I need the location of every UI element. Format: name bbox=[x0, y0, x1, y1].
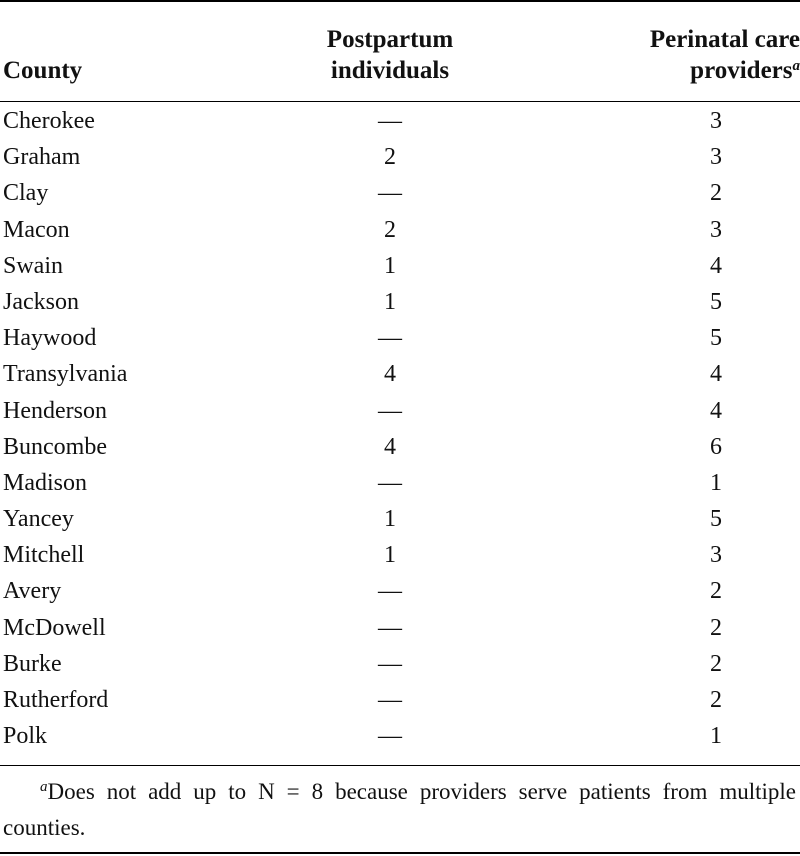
postpartum-cell: 4 bbox=[384, 433, 396, 460]
postpartum-cell: — bbox=[378, 650, 402, 677]
table-row bbox=[0, 175, 800, 211]
postpartum-cell: — bbox=[378, 108, 402, 134]
footnote-text: Does not add up to N = 8 because providers serve patients from multiple counties. bbox=[3, 779, 796, 840]
postpartum-cell: — bbox=[378, 325, 402, 352]
providers-cell: 2 bbox=[710, 578, 722, 605]
table-row bbox=[0, 501, 800, 537]
providers-cell: 2 bbox=[710, 614, 722, 641]
providers-cell: 3 bbox=[710, 216, 722, 243]
county-cell: Mitchell bbox=[3, 542, 85, 569]
county-cell: Henderson bbox=[3, 397, 107, 424]
footnote bbox=[3, 774, 796, 846]
providers-cell: 2 bbox=[710, 650, 722, 677]
county-cell: Cherokee bbox=[3, 108, 95, 134]
footer-rule bbox=[0, 765, 800, 766]
county-cell: Clay bbox=[3, 180, 49, 207]
providers-cell: 4 bbox=[710, 397, 722, 424]
table-row bbox=[0, 465, 800, 501]
table-row bbox=[0, 393, 800, 429]
county-cell: Graham bbox=[3, 144, 81, 171]
postpartum-cell: — bbox=[378, 397, 402, 424]
header-providers bbox=[650, 24, 800, 86]
table-row bbox=[0, 139, 800, 175]
postpartum-cell: 1 bbox=[384, 252, 396, 279]
table-row bbox=[0, 103, 800, 139]
postpartum-cell: — bbox=[378, 578, 402, 605]
postpartum-cell: 1 bbox=[384, 288, 396, 315]
top-rule bbox=[0, 0, 800, 2]
providers-cell: 5 bbox=[710, 325, 722, 352]
county-cell: Haywood bbox=[3, 325, 97, 352]
table-row bbox=[0, 646, 800, 682]
header-providers-footnote-mark: a bbox=[792, 58, 800, 74]
providers-cell: 3 bbox=[710, 542, 722, 569]
table-row bbox=[0, 356, 800, 392]
providers-cell: 1 bbox=[710, 723, 722, 750]
providers-cell: 1 bbox=[710, 469, 722, 496]
header-postpartum-line2: individuals bbox=[330, 57, 450, 84]
county-cell: Burke bbox=[3, 650, 62, 677]
table-row bbox=[0, 284, 800, 320]
providers-cell: 5 bbox=[710, 288, 722, 315]
table-body bbox=[0, 103, 800, 754]
header-postpartum bbox=[290, 24, 490, 86]
postpartum-cell: — bbox=[378, 723, 402, 750]
postpartum-cell: 1 bbox=[384, 506, 396, 533]
county-cell: Yancey bbox=[3, 506, 74, 533]
providers-cell: 3 bbox=[710, 108, 722, 134]
table-row bbox=[0, 610, 800, 646]
county-cell: Macon bbox=[3, 216, 70, 243]
postpartum-cell: 4 bbox=[384, 361, 396, 388]
header-providers-label: providers bbox=[690, 57, 793, 84]
table-row bbox=[0, 537, 800, 573]
header-postpartum-line1: Postpartum bbox=[326, 26, 454, 53]
county-cell: Avery bbox=[3, 578, 62, 605]
county-cell: Jackson bbox=[3, 288, 79, 315]
table-row bbox=[0, 320, 800, 356]
postpartum-cell: 2 bbox=[384, 216, 396, 243]
header-providers-line2 bbox=[650, 55, 800, 86]
table-row bbox=[0, 212, 800, 248]
table-row bbox=[0, 573, 800, 609]
providers-cell: 2 bbox=[710, 687, 722, 713]
postpartum-cell: — bbox=[378, 614, 402, 641]
table-row bbox=[0, 429, 800, 465]
header-providers-line1: Perinatal care bbox=[649, 26, 800, 53]
providers-cell: 4 bbox=[710, 252, 722, 279]
providers-cell: 4 bbox=[710, 361, 722, 388]
providers-cell: 3 bbox=[710, 144, 722, 171]
header-rule bbox=[0, 101, 800, 102]
bottom-rule bbox=[0, 852, 800, 854]
county-cell: Buncombe bbox=[3, 433, 107, 460]
providers-cell: 6 bbox=[710, 433, 722, 460]
postpartum-cell: 1 bbox=[384, 542, 396, 569]
postpartum-cell: 2 bbox=[384, 144, 396, 171]
county-cell: Swain bbox=[3, 252, 63, 279]
county-cell: Rutherford bbox=[3, 687, 109, 713]
providers-cell: 5 bbox=[710, 506, 722, 533]
county-cell: McDowell bbox=[3, 614, 106, 641]
county-cell: Madison bbox=[3, 469, 87, 496]
county-cell: Transylvania bbox=[3, 361, 128, 388]
county-cell: Polk bbox=[3, 723, 48, 750]
postpartum-cell: — bbox=[378, 469, 402, 496]
table-row bbox=[0, 248, 800, 284]
providers-cell: 2 bbox=[710, 180, 722, 207]
table-row bbox=[0, 718, 800, 754]
postpartum-cell: — bbox=[378, 687, 402, 713]
table-row bbox=[0, 682, 800, 718]
header-county: County bbox=[3, 57, 83, 84]
footnote-mark: a bbox=[40, 779, 48, 795]
postpartum-cell: — bbox=[378, 180, 402, 207]
